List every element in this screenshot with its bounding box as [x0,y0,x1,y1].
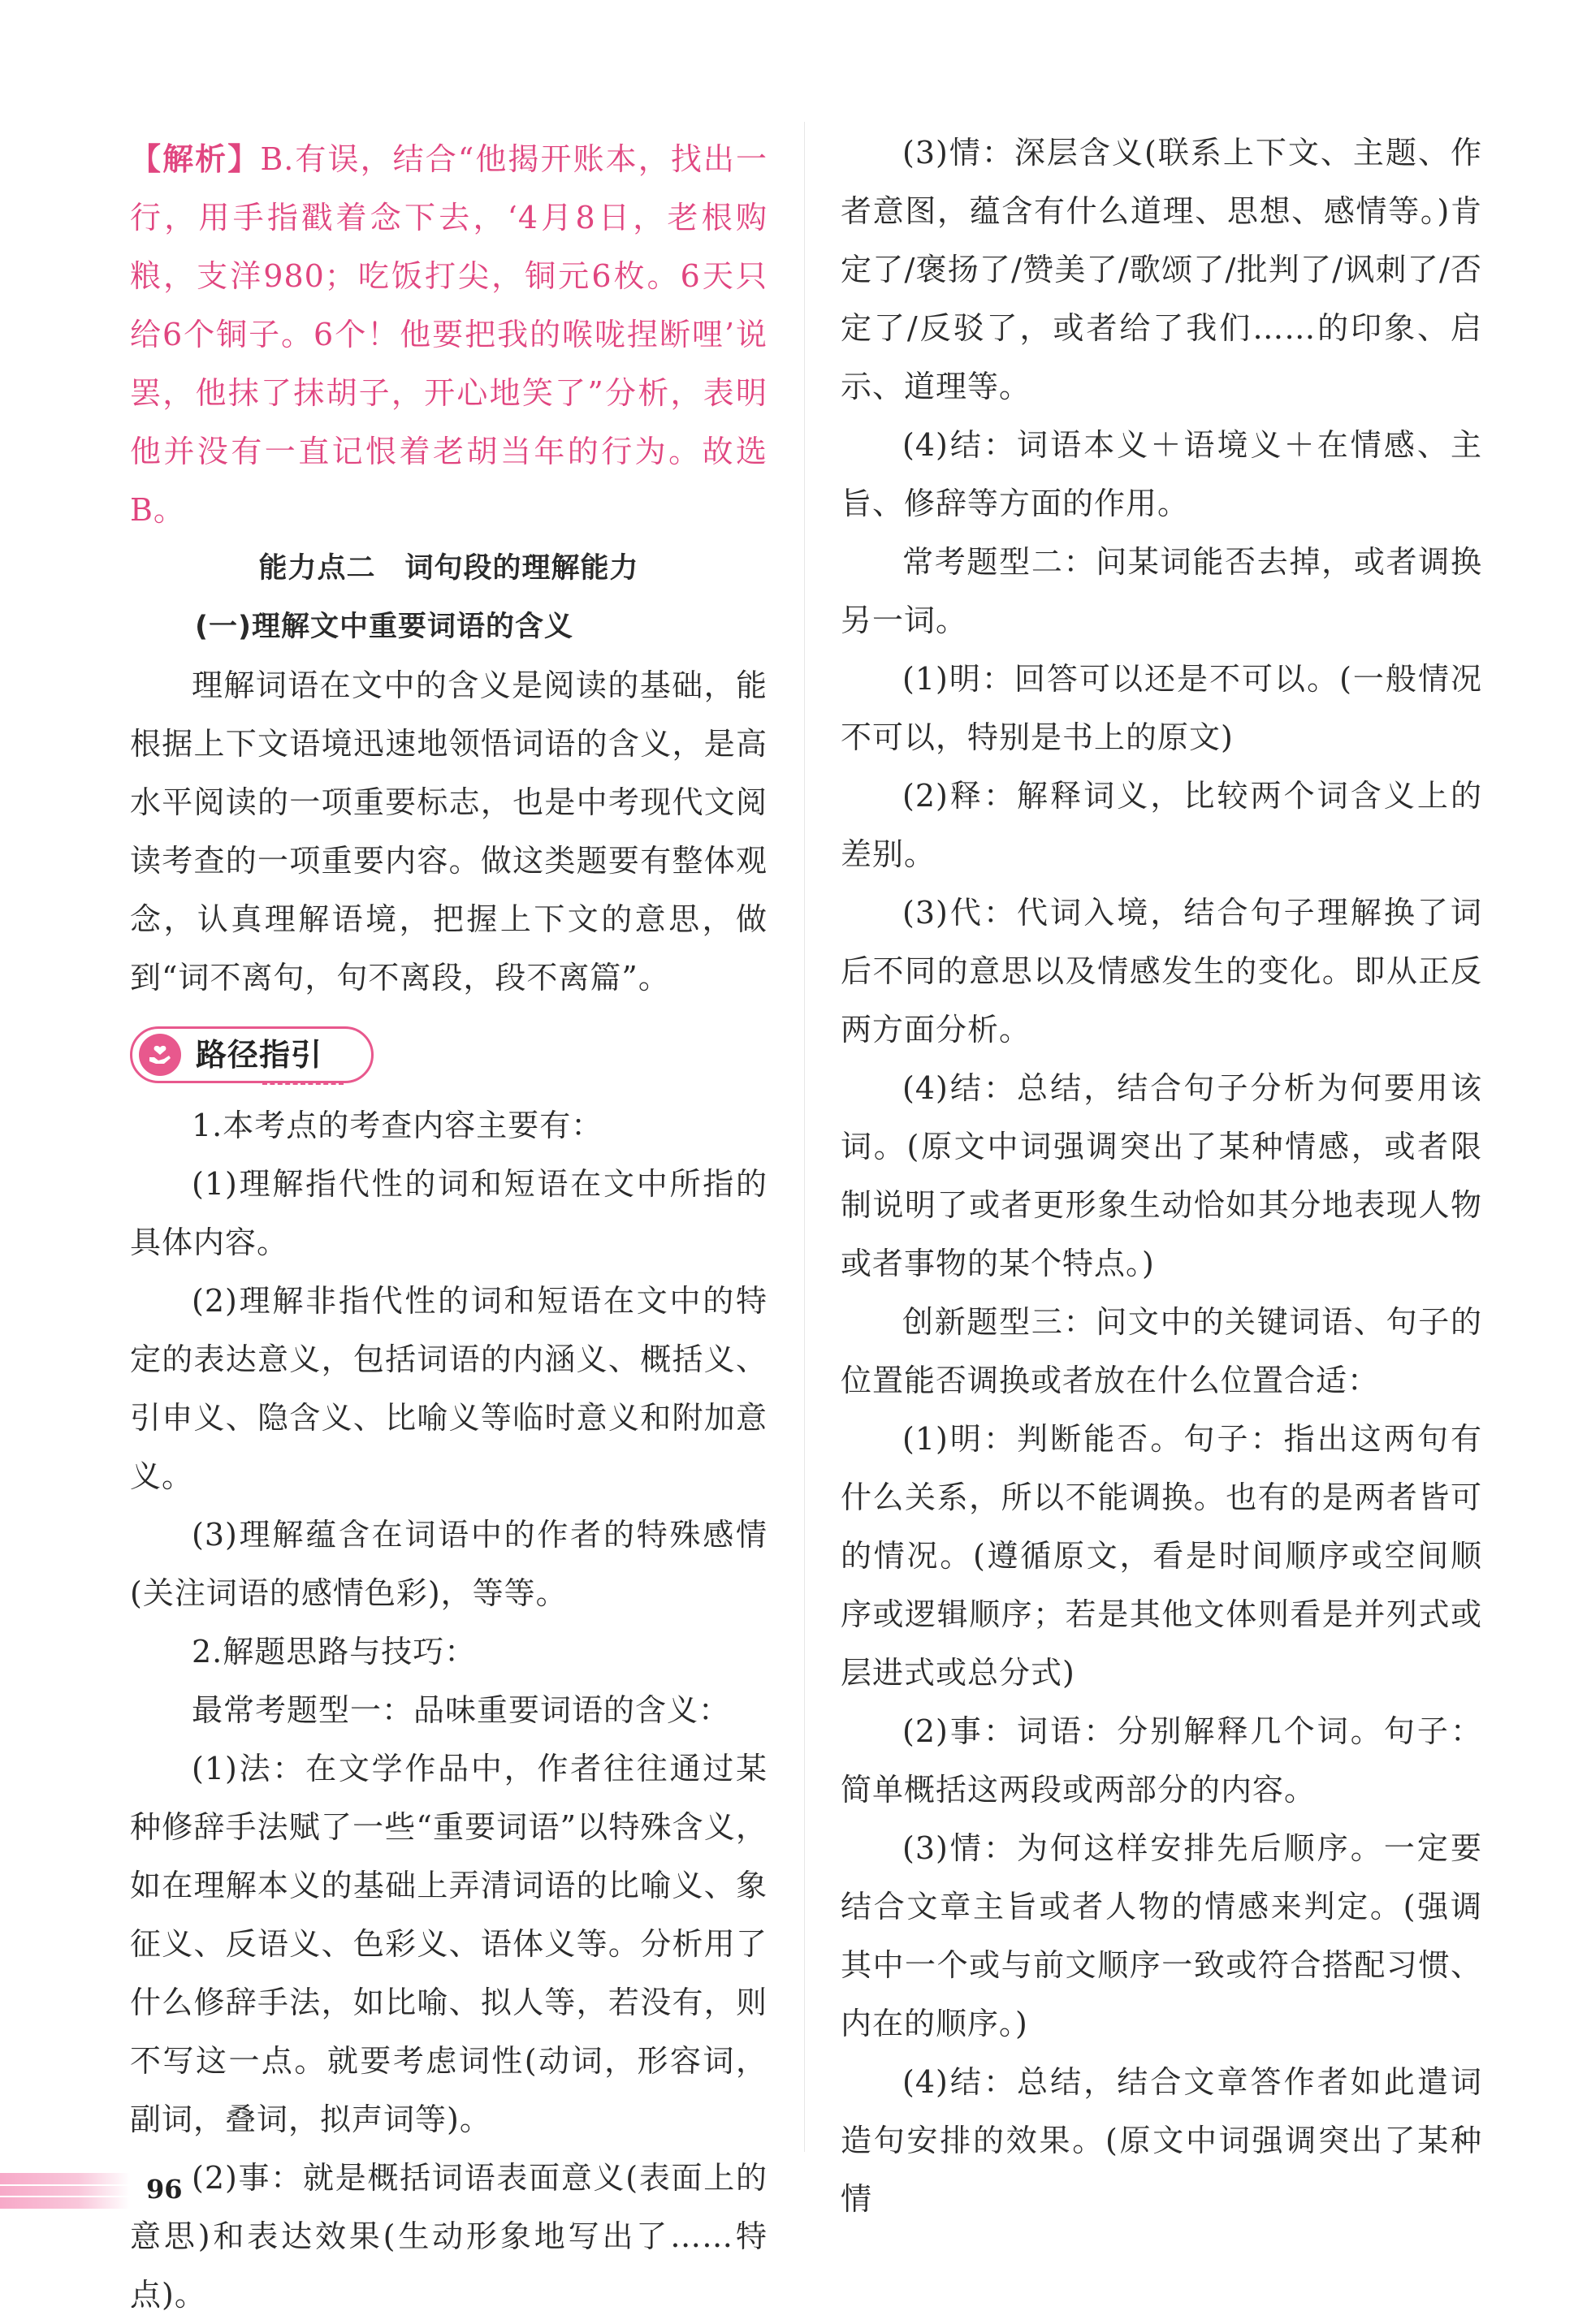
list-item: (2)事：就是概括词语表面意义(表面上的意思)和表达效果(生动形象地写出了……特点)。 [130,2160,768,2313]
list-item: (4)结：总结，结合句子分析为何要用该词。(原文中词强调突出了某种情感，或者限制说明了或者更形象生动恰如其分地表现人物或者事物的某个特点。) [841,1070,1482,1281]
list-item: 1.本考点的考查内容主要有： [192,1108,603,1143]
list-item: (3)理解蕴含在词语中的作者的特殊感情(关注词语的感情色彩)，等等。 [130,1517,768,1611]
analysis-paragraph [130,130,768,539]
right-column [841,123,1482,2228]
analysis-text: B.有误，结合“他揭开账本，找出一行，用手指戳着念下去，‘4月8日，老根购粮，支洋980；吃饭打尖，铜元6枚。6天只给6个铜子。6个！他要把我的喉咙捏断哩’说罢，他抹了抹胡子，开心地笑了”分析，表明他并没有一直记恨着老胡当年的行为。故选B。 [130,141,768,528]
analysis-tag: 【解析】 [130,140,261,177]
list-item: 2.解题思路与技巧： [192,1634,477,1670]
list-item: 创新题型三：问文中的关键词语、句子的位置能否调换或者放在什么位置合适： [841,1304,1482,1398]
list-item: (1)法：在文学作品中，作者往往通过某种修辞手法赋了一些“重要词语”以特殊含义，如在理解本义的基础上弄清词语的比喻义、象征义、反语义、色彩义、语体义等。分析用了什么修辞手法，如比喻、拟人等，若没有，则不写这一点。就要考虑词性(动词，形容词，副词，叠词，拟声词等)。 [130,1751,768,2137]
badge-underline [262,1082,344,1085]
path-guide-badge [130,1026,374,1083]
list-item: (2)事：词语：分别解释几个词。句子：简单概括这两段或两部分的内容。 [841,1713,1482,1808]
intro-paragraph: 理解词语在文中的含义是阅读的基础，能根据上下文语境迅速地领悟词语的含义，是高水平阅读的一项重要标志，也是中考现代文阅读考查的一项重要内容。做这类题要有整体观念，认真理解语境，把握上下文的意思，做到“词不离句，句不离段，段不离篇”。 [130,667,768,996]
list-item: (4)结：总结，结合文章答作者如此遣词造句安排的效果。(原文中词强调突出了某种情 [841,2064,1482,2217]
section-subheading: (一)理解文中重要词语的含义 [195,611,573,643]
column-divider [804,122,805,2152]
list-item: (3)情：深层含义(联系上下文、主题、作者意图，蕴含有什么道理、思想、感情等。)肯定了/褒扬了/赞美了/歌颂了/批判了/讽刺了/否定了/反驳了，或者给了我们……的印象、启示、道理等。 [841,135,1482,404]
page-number: 96 [146,2174,183,2205]
left-column [130,130,768,2324]
list-item: (1)明：回答可以还是不可以。(一般情况不可以，特别是书上的原文) [841,661,1482,755]
list-item: (2)释：解释词义，比较两个词含义上的差别。 [841,778,1482,872]
list-item: (2)理解非指代性的词和短语在文中的特定的表达意义，包括词语的内涵义、概括义、引申义、隐含义、比喻义等临时意义和附加意义。 [130,1283,768,1494]
page-number-decoration [0,2173,130,2209]
list-item: (3)情：为何这样安排先后顺序。一定要结合文章主旨或者人物的情感来判定。(强调其中一个或与前文顺序一致或符合搭配习惯、内在的顺序。) [841,1830,1482,2041]
path-guide-label: 路径指引 [196,1037,323,1073]
section-heading: 能力点二 词句段的理解能力 [258,552,639,585]
list-item: (3)代：代词入境，结合句子理解换了词后不同的意思以及情感发生的变化。即从正反两方面分析。 [841,895,1482,1048]
list-item: 最常考题型一：品味重要词语的含义： [192,1692,731,1728]
path-guide-badge-row [130,1007,768,1096]
list-item: (1)明：判断能否。句子：指出这两句有什么关系，所以不能调换。也有的是两者皆可的情况。(遵循原文，看是时间顺序或空间顺序或逻辑顺序；若是其他文体则看是并列式或层进式或总分式) [841,1421,1482,1691]
list-item: 常考题型二：问某词能否去掉，或者调换另一词。 [841,544,1482,638]
hands-holding-heart-icon [139,1034,181,1076]
list-item: (4)结：词语本义＋语境义＋在情感、主旨、修辞等方面的作用。 [841,427,1482,521]
list-item: (1)理解指代性的词和短语在文中所指的具体内容。 [130,1166,768,1260]
